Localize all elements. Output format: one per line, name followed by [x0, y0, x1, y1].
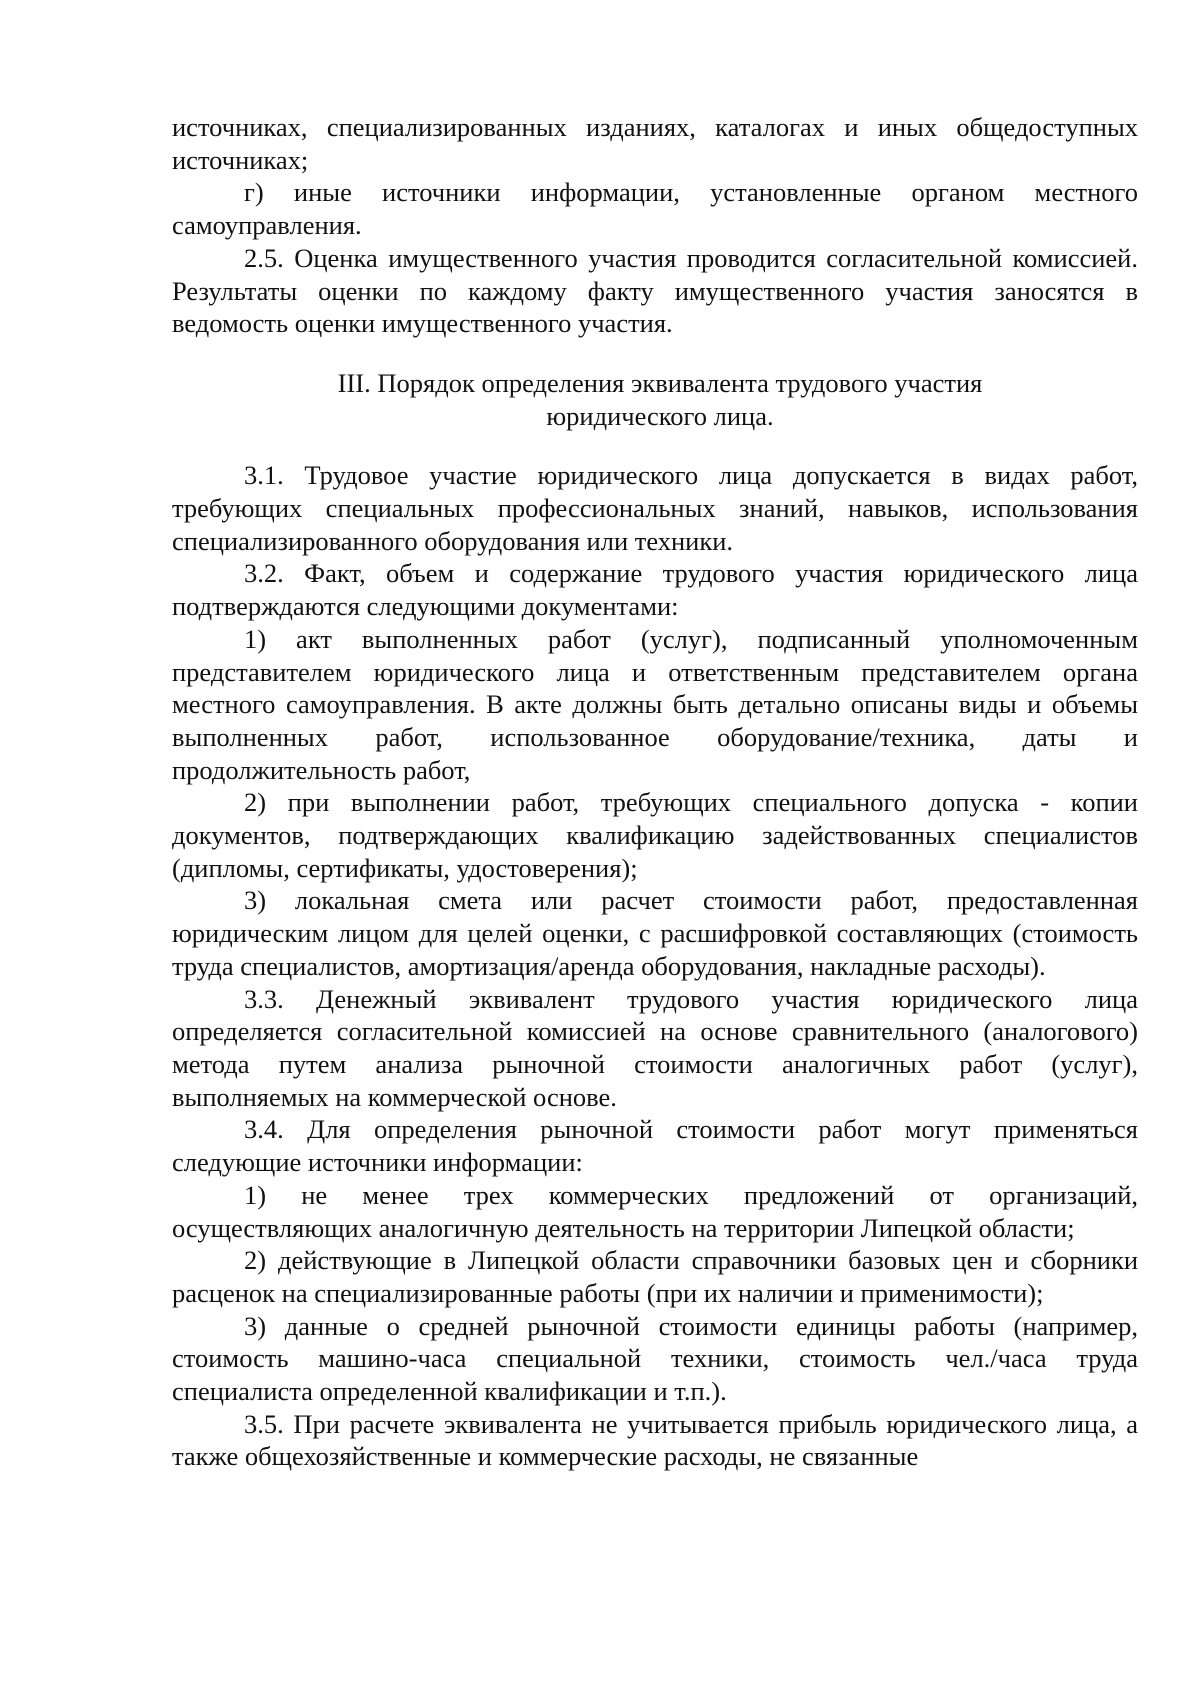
paragraph-3-2-item-3: 3) локальная смета или расчет стоимости работ, предоставленная юридическим лицом для целей оценки, с расшифровкой составляющих (стоимость труда специалистов, амортизация/аренда оборудования, накладные расходы).	[172, 885, 1138, 981]
spacer	[172, 340, 1138, 367]
paragraph-3-4-item-1: 1) не менее трех коммерческих предложений от организаций, осуществляющих аналогичную деятельность на территории Липецкой области;	[172, 1179, 1138, 1243]
document-body	[172, 111, 1138, 1473]
section-3-heading-line-1: III. Порядок определения эквивалента трудового участия	[337, 367, 983, 398]
paragraph-item-g: г) иные источники информации, установленные органом местного самоуправления.	[172, 177, 1138, 241]
section-3-heading-line-2: юридического лица.	[546, 400, 774, 431]
paragraph-3-2-item-2: 2) при выполнении работ, требующих специального допуска - копии документов, подтверждающих квалификацию задействованных специалистов (дипломы, сертификаты, удостоверения);	[172, 787, 1138, 883]
spacer	[172, 432, 1138, 459]
paragraph-continuation: источниках, специализированных изданиях, каталогах и иных общедоступных источниках;	[172, 112, 1138, 175]
paragraph-3-1: 3.1. Трудовое участие юридического лица допускается в видах работ, требующих специальных профессиональных знаний, навыков, использования специализированного оборудования или техники.	[172, 460, 1138, 556]
paragraph-3-4-item-2: 2) действующие в Липецкой области справочники базовых цен и сборники расценок на специализированные работы (при их наличии и применимости);	[172, 1245, 1138, 1308]
paragraph-3-2: 3.2. Факт, объем и содержание трудового участия юридического лица подтверждаются следующими документами:	[172, 558, 1138, 622]
paragraph-3-4-item-3: 3) данные о средней рыночной стоимости единицы работы (например, стоимость машино-часа специальной техники, стоимость чел./часа труда специалиста определенной квалификации и т.п.).	[172, 1310, 1138, 1407]
paragraph-3-5: 3.5. При расчете эквивалента не учитывается прибыль юридического лица, а также общехозяйственные и коммерческие расходы, не связанные	[172, 1408, 1138, 1472]
paragraph-2-5: 2.5. Оценка имущественного участия проводится согласительной комиссией. Результаты оценки по каждому факту имущественного участия заносятся в ведомость оценки имущественного участия.	[172, 242, 1138, 339]
paragraph-3-2-item-1: 1) акт выполненных работ (услуг), подписанный уполномоченным представителем юридического лица и ответственным представителем органа местного самоуправления. В акте должны быть детально описаны виды и объемы выполненных работ, использованное оборудование/техника, даты и продолжительность работ,	[172, 623, 1138, 785]
paragraph-3-4: 3.4. Для определения рыночной стоимости работ могут применяться следующие источники информации:	[172, 1114, 1138, 1178]
paragraph-3-3: 3.3. Денежный эквивалент трудового участия юридического лица определяется согласительной комиссией на основе сравнительного (аналогового) метода путем анализа рыночной стоимости аналогичных работ (услуг), выполняемых на коммерческой основе.	[172, 983, 1138, 1112]
